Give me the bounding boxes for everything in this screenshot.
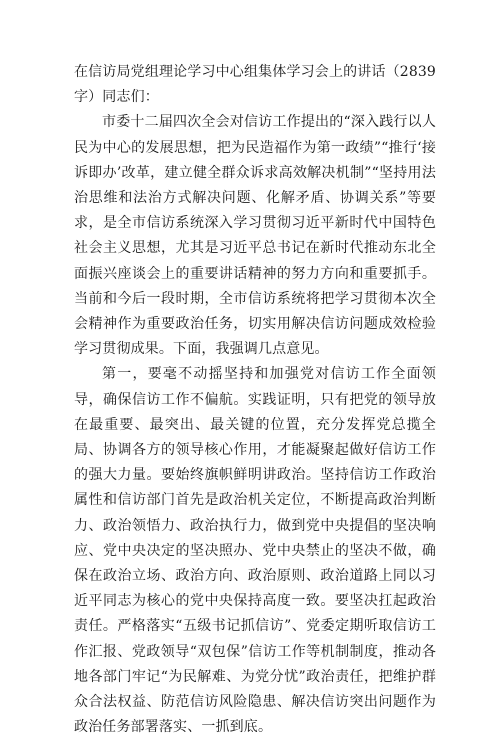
- paragraph-intro: 市委十二届四次全会对信访工作提出的“深入践行以人民为中心的发展思想，把为民造福作为第一政绩”“推行‘接诉即办’改革，建立健全群众诉求高效解决机制”“坚持用法治思维和法治方式解决问题、化解矛盾、协调关系”等要求，是全市信访系统深入学习贯彻习近平新时代中国特色社会主义思想，尤其是习近平总书记在新时代推动东北全面振兴座谈会上的重要讲话精神的努力方向和重要抓手。当前和今后一段时期，全市信访系统将把学习贯彻本次全会精神作为重要政治任务，切实用解决信访问题成效检验学习贯彻成果。下面，我强调几点意见。: [74, 114, 436, 358]
- speech-title-and-salutation: 在信访局党组理论学习中心组集体学习会上的讲话（2839字）同志们：: [74, 64, 436, 106]
- paragraph-point-one: 第一，要毫不动摇坚持和加强党对信访工作全面领导，确保信访工作不偏航。实践证明，只有把党的领导放在最重要、最突出、最关键的位置，充分发挥党总揽全局、协调各方的领导核心作用，才能凝聚起做好信访工作的强大力量。要始终旗帜鲜明讲政治。坚持信访工作政治属性和信访部门首先是政治机关定位，不断提高政治判断力、政治领悟力、政治执行力，做到党中央提倡的坚决响应、党中央决定的坚决照办、党中央禁止的坚决不做，确保在政治立场、政治方向、政治原则、政治道路上同以习近平同志为核心的党中央保持高度一致。要坚决扛起政治责任。严格落实“五级书记抓信访”、党委定期听取信访工作汇报、党政领导“双包保”信访工作等机制制度，推动各地各部门牢记“为民解难、为党分忧”政治责任，把维护群众合法权益、防范信访风险隐患、解决信访突出问题作为政治任务部署落实、一抓到底。: [74, 366, 436, 736]
- document-body: [74, 60, 436, 740]
